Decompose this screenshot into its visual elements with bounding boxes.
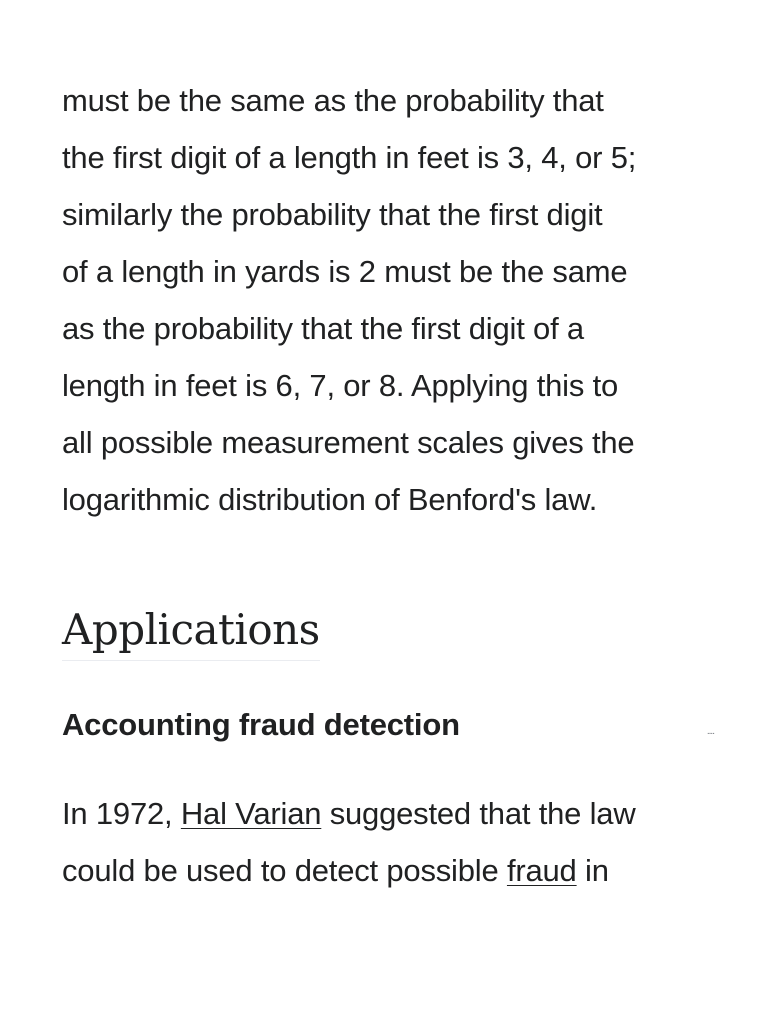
paragraph-line: as the probability that the first digit of a <box>62 311 584 346</box>
paragraph-line: length in feet is 6, 7, or 8. Applying this to <box>62 368 619 403</box>
text-run: could be used to detect possible <box>62 853 507 888</box>
link-hal-varian[interactable]: Hal Varian <box>180 796 322 831</box>
paragraph-line: logarithmic distribution of Benford's law. <box>62 482 598 517</box>
paragraph-line: of a length in yards is 2 must be the same <box>62 254 628 289</box>
text-run: in <box>576 853 609 888</box>
intro-paragraph <box>62 72 712 528</box>
subsection-heading-accounting-fraud-detection: Accounting fraud detection <box>62 707 460 742</box>
paragraph-line <box>62 785 712 842</box>
article-content <box>62 72 712 899</box>
paragraph-line: must be the same as the probability that <box>62 83 604 118</box>
paragraph-line <box>62 842 712 899</box>
text-run: suggested that the law <box>321 796 636 831</box>
link-fraud[interactable]: fraud <box>506 853 577 888</box>
subsection-header <box>62 701 712 749</box>
section-heading-applications[interactable]: Applications <box>62 602 320 661</box>
paragraph-line: similarly the probability that the first digit <box>62 197 603 232</box>
edit-icon[interactable]: .... <box>706 726 714 737</box>
paragraph-line: the first digit of a length in feet is 3, 4, or 5; <box>62 140 637 175</box>
fraud-paragraph <box>62 785 712 899</box>
text-run: In 1972, <box>62 796 181 831</box>
paragraph-line: all possible measurement scales gives the <box>62 425 635 460</box>
